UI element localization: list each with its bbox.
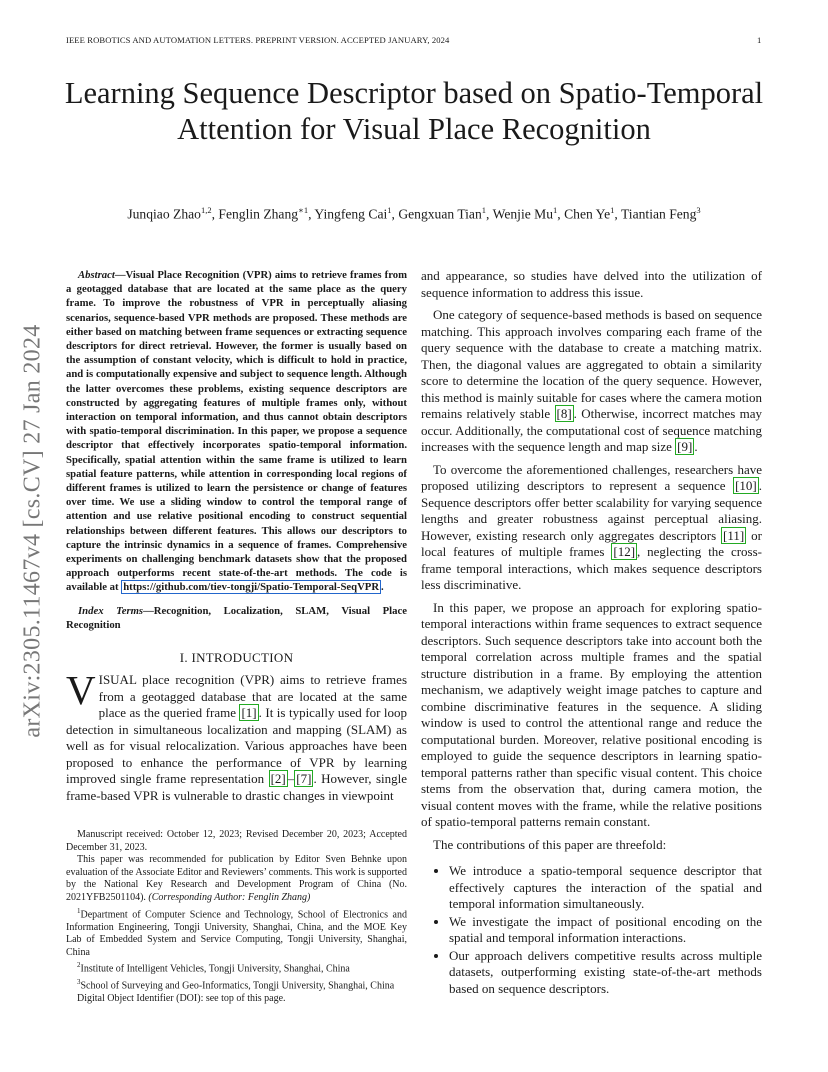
citation-link[interactable]: [10] [735,478,757,493]
abstract-lead: Abstract [78,269,115,281]
footnote-doi: Digital Object Identifier (DOI): see top of this page. [77,993,286,1005]
citation-link[interactable]: [1] [241,705,257,721]
body-paragraph: The contributions of this paper are threefold: [433,836,667,852]
body-paragraph: One category of sequence-based methods is based on sequence matching. This approach involves comparing each frame of the query sequence with the database to create a matching matrix. Then, the diagonal values are aggregated to obtain a similarity score to determine the location of the query sequence. However, this method is mainly suitable for cases where the camera motion remains relatively stable [8] . Otherwise, incorrect matches may occur. Additionally, the computational cost of sequence matching increases with the sequence length and map size [9] . [421,307,762,454]
right-column [421,268,762,998]
author-name: Fenglin Zhang [218,206,299,222]
author-name: Yingfeng Cai [314,206,388,222]
citation-link[interactable]: [7] [296,771,312,787]
footnote-affiliation: $^1$Department of Computer Science and Technology, School of Electronics and Information Engineering, Tongji University, Shanghai, China, and the MOE Key Lab of Embedded System and Service Computing, Tongji University, Shanghai, China [66,906,407,958]
arxiv-identifier-stamp: arXiv:2305.11467v4 [cs.CV] 27 Jan 2024 [19,324,46,738]
footnote-recommended: This paper was recommended for publication by Editor Sven Behnke upon evaluation of the Associate Editor and Reviewers’ comments. This work is supported by the National Key Research and Development Program of China (No. 2021YFB2501104). (Corresponding Author: Fenglin Zhang) [66,854,407,904]
author-name: Wenjie Mu [492,206,554,222]
list-item: • We introduce a spatio-temporal sequence descriptor that effectively captures the interaction of the spatial and temporal information simultaneously. [449,863,762,913]
footnote-affiliation: $^2$Institute of Intelligent Vehicles, Tongji University, Shanghai, China [77,961,350,975]
running-header: IEEE ROBOTICS AND AUTOMATION LETTERS. PREPRINT VERSION. ACCEPTED JANUARY, 2024 [66,35,450,45]
abstract-body: Visual Place Recognition (VPR) aims to retrieve frames from a geotagged database that are located at the same place as the query frame. To improve the robustness of VPR in perceptually aliasing scenarios, sequence-based VPR methods are proposed. These methods are either based on matching between frame sequences or extracting sequence descriptors for direct retrieval. However, the former is usually based on the assumption of constant velocity, which is difficult to hold in practice, and is computationally expensive and subject to sequence length. Although the latter overcomes these problems, existing sequence descriptors are constructed by aggregating features of multiple frames only, without interaction on temporal information, and thus cannot obtain descriptors with spatio-temporal discrimination. In this paper, we propose a sequence descriptor that effectively incorporates spatio-temporal information. Specifically, spatial attention within the same frame is utilized to learn spatial feature patterns, while attention in corresponding local regions of different frames is utilized to learn the persistence or change of features over time. We use a sliding window to control the temporal range of attention and use relative positional encoding to construct sequential relationships between different features. This allows our descriptors to capture the intrinsic dynamics in a sequence of frames. Comprehensive experiments on challenging benchmark datasets show that the proposed approach outperforms recent state-of-the-art methods. The code is available at [66,269,407,594]
author-name: Gengxuan Tian [398,206,482,222]
citation-link[interactable]: [9] [677,439,693,454]
footnote-received: Manuscript received: October 12, 2023; Revised December 20, 2023; Accepted December 31, 2023. [66,829,407,853]
author-name: Tiantian Feng [620,206,697,222]
drop-cap-letter: V [66,667,96,714]
footnote-affiliation: $^3$School of Surveying and Geo-Informatics, Tongji University, Shanghai, China [77,978,395,992]
footnotes [66,829,407,1006]
author-name: Junqiao Zhao [127,206,201,222]
index-terms: Index Terms—Recognition, Localization, SLAM, Visual Place Recognition [66,604,407,631]
citation-link[interactable]: [12] [613,544,636,559]
citation-link[interactable]: [8] [556,406,572,421]
citation-link[interactable]: [2] [270,771,286,787]
citation-link[interactable]: [11] [723,527,745,543]
index-terms-lead: Index Terms [78,604,144,617]
contributions-list [421,863,762,997]
body-paragraph: In this paper, we propose an approach for exploring spatio-temporal interactions within frame sequences to extract sequence descriptors. Such sequence descriptors take into account both the temporal correlation across multiple frames and the spatial structure distribution in a frame. By employing the attention mechanism, we adaptively weight image patches to capture and combine discriminative features in the sequence. A sliding window is used to control the attentional range and reduce the computational burden. Moreover, relative positional encoding is employed to guide the sequence descriptors in learning spatio-temporal patterns rather than specific visual content. This choice stems from the observation that, during camera motion, the visual content moves with the frame, while the relative positions of spatio-temporal patterns remain constant. [421,599,762,829]
abstract-end: . [381,581,384,594]
left-column [66,268,407,1006]
author-name: Chen Ye [564,206,611,222]
list-item: • We investigate the impact of positional encoding on the spatial and temporal information interactions. [449,914,762,947]
list-item: • Our approach delivers competitive results across multiple datasets, outperforming existing state-of-the-art methods based on sequence descriptors. [449,948,762,998]
author-affiliation-mark: 3 [696,205,701,215]
author-affiliation-mark: 1 [610,205,615,215]
body-paragraph: and appearance, so studies have delved into the utilization of sequence information to address this issue. [421,268,762,300]
body-paragraph: To overcome the aforementioned challenges, researchers have proposed utilizing descriptors to represent a sequence [10] . Sequence descriptors offer better scalability for varying sequence lengths and greater robustness against perceptual aliasing. However, existing research only aggregates descriptors [11] or local features of multiple frames [12] , neglecting the cross-frame temporal interactions, which makes sequence descriptors less discriminative. [421,461,763,592]
section-heading-introduction: I. INTRODUCTION [179,650,294,666]
author-affiliation-mark: 1 [481,205,487,215]
page-number: 1 [757,35,762,45]
paper-title: Learning Sequence Descriptor based on Spatio-Temporal Attention for Visual Place Recognition [64,76,764,146]
abstract: Abstract—Visual Place Recognition (VPR) aims to retrieve frames from a geotagged database that are located at the same place as the query frame. To improve the robustness of VPR in perceptually aliasing scenarios, sequence-based VPR methods are proposed. These methods are either based on matching between frame sequences or extracting sequence descriptors for direct retrieval. However, the former is usually based on the assumption of constant velocity, which is difficult to hold in practice, and is computationally expensive and subject to sequence length. Although the latter overcomes these problems, existing sequence descriptors are constructed by aggregating features of multiple frames only, without interaction on temporal information, and thus cannot obtain descriptors with spatio-temporal discrimination. In this paper, we propose a sequence descriptor that effectively incorporates spatio-temporal information. Specifically, spatial attention within the same frame is utilized to learn spatial feature patterns, while attention in corresponding local regions of different frames is utilized to learn the persistence or change of features over time. We use a sliding window to control the temporal range of attention and use relative positional encoding to construct sequential relationships between different features. This allows our descriptors to capture the intrinsic dynamics in a sequence of frames. Comprehensive experiments on challenging benchmark datasets show that the proposed approach outperforms recent state-of-the-art methods. The code is available at https://github.com/tiev-tongji/Spatio-Temporal-SeqVPR . [66,269,407,594]
author-affiliation-mark: ∗1 [298,205,309,215]
author-affiliation-mark: 1 [387,205,392,215]
code-repository-link[interactable]: https://github.com/tiev-tongji/Spatio-Temporal-SeqVPR [123,581,380,594]
index-terms-body: Recognition, Localization, SLAM, Visual Place Recognition [66,604,407,631]
author-affiliation-mark: 1,2 [200,205,212,215]
author-list: Junqiao Zhao$^{1,2}$, Fenglin Zhang$^{∗1}$, Yingfeng Cai$^1$, Gengxuan Tian$^1$, Wenjie Mu$^1$, Chen Ye$^1$, Tiantian Feng$^3$ [127,205,701,222]
author-affiliation-mark: 1 [553,205,558,215]
intro-paragraph: VISUAL place recognition (VPR) aims to retrieve frames from a geotagged database that are located at the same place as the queried frame [1] . It is typically used for loop detection in simultaneous localization and mapping (SLAM) as well as for visual relocalization. Various approaches have been proposed to enhance the performance of VPR by learning improved single frame representation [2] – [7] . However, single frame-based VPR is vulnerable to drastic changes in viewpoint [66,667,407,803]
